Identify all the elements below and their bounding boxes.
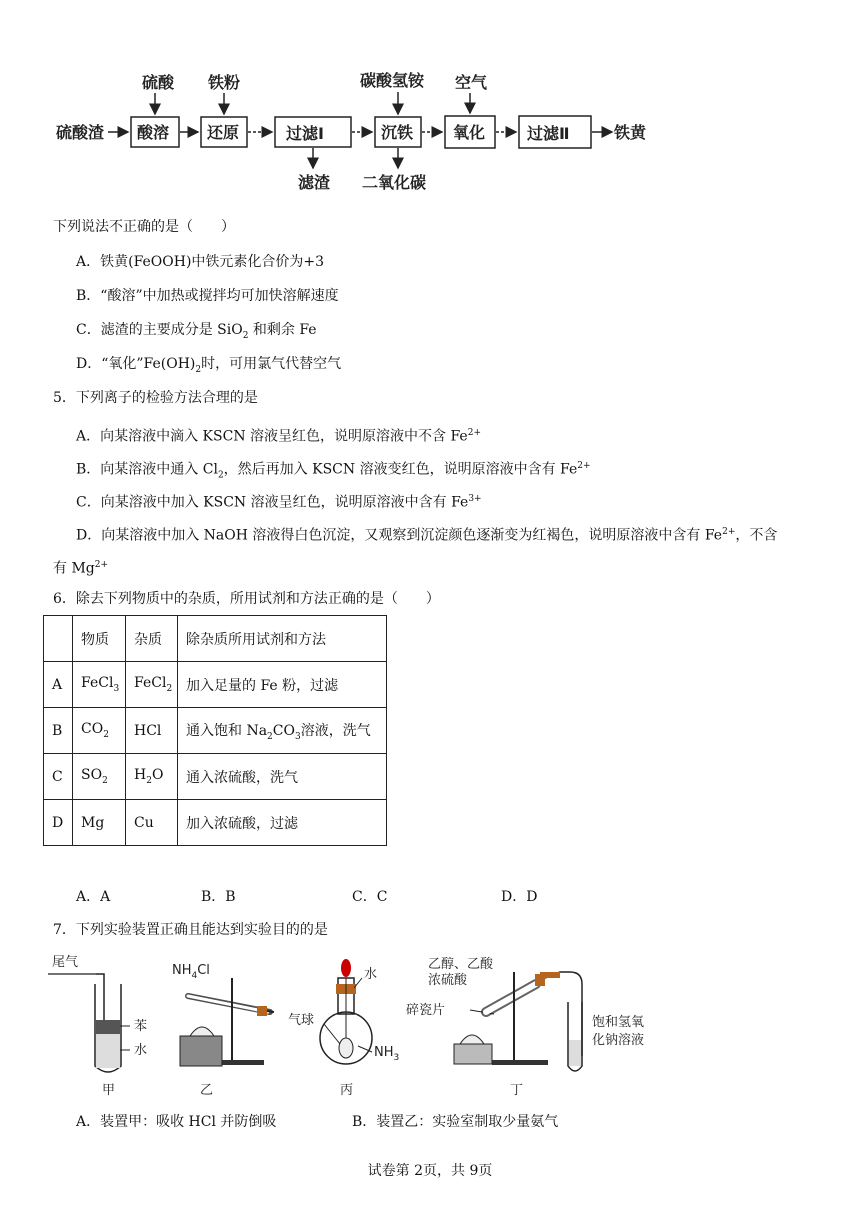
fig-caption: 乙 bbox=[200, 1083, 214, 1098]
fig-caption: 甲 bbox=[102, 1083, 116, 1098]
q7-option-b: B．装置乙：实验室制取少量氨气 bbox=[352, 1114, 559, 1130]
output-label: 滤渣 bbox=[298, 173, 331, 192]
q4-option-d: D．“氧化$”Fe(OH)_2$时，可用氯气代替空气 bbox=[76, 356, 342, 375]
fig-label: 饱和氢氧 bbox=[592, 1015, 645, 1030]
fig-label: 气球 bbox=[288, 1013, 315, 1028]
process-flowchart bbox=[0, 60, 700, 200]
fig-caption: 丁 bbox=[510, 1083, 524, 1098]
q6-choice-b: B．B bbox=[201, 889, 236, 905]
q4-option-b: B．“酸溶”中加热或搅拌均可加快溶解速度 bbox=[76, 288, 339, 304]
output-label: 二氧化碳 bbox=[362, 173, 427, 192]
box-label: 还原 bbox=[207, 123, 240, 142]
fig-label: NH bbox=[374, 1045, 394, 1060]
table-header-row: 物质 杂质 除杂质所用试剂和方法 bbox=[44, 616, 387, 662]
q4-option-c: C．滤渣的主要成分是 SiO$_2$ 和剩余 Fe bbox=[76, 322, 317, 341]
fig-label: 化钠溶液 bbox=[592, 1033, 645, 1048]
q6-choice-d: D．D bbox=[501, 889, 538, 905]
q5-option-a: A．向某溶液中滴入 KSCN 溶液呈红色，说明原溶液中不含 $Fe^{2+}$ bbox=[76, 428, 481, 445]
table-row: C $SO_2$ $H_2O$ 通入浓硫酸，洗气 bbox=[44, 754, 387, 800]
svg-text:NH4Cl: $NH_4Cl$ bbox=[172, 963, 210, 981]
q6-choice-c: C．C bbox=[352, 889, 388, 905]
page-footer: 试卷第 2页，共 9页 bbox=[367, 1163, 493, 1179]
fig-label: 水 bbox=[364, 967, 378, 982]
table-row: B $CO_2$ HCl 通入饱和 $Na_2CO_3$溶液，洗气 bbox=[44, 708, 387, 754]
fig-label: 碎瓷片 bbox=[406, 1003, 446, 1018]
fig-label: NH bbox=[172, 963, 192, 978]
q5-option-c: C．向某溶液中加入 KSCN 溶液呈红色，说明原溶液中含有 $Fe^{3+}$ bbox=[76, 494, 482, 511]
box-label: 过滤Ⅱ bbox=[527, 124, 570, 143]
input-label: 硫酸 bbox=[142, 73, 175, 92]
fig-label: 乙醇、乙酸 bbox=[428, 957, 494, 972]
fig-label: 水 bbox=[134, 1043, 148, 1058]
q5-option-b: B．向某溶液中通入 $Cl_2$，然后再加入 KSCN 溶液变红色，说明原溶液中含有 $Fe^{2+}$ bbox=[76, 461, 591, 481]
q6-table bbox=[43, 615, 387, 846]
box-label: 氧化 bbox=[453, 123, 486, 142]
box-label: 过滤Ⅰ bbox=[286, 124, 324, 143]
fig-label: 苯 bbox=[134, 1019, 148, 1034]
input-label: 空气 bbox=[455, 73, 488, 92]
q4-option-a: A．铁黄(FeOOH)中铁元素化合价为+3 bbox=[76, 254, 325, 270]
input-label: 碳酸氢铵 bbox=[360, 71, 425, 90]
flow-end: 铁黄 bbox=[614, 123, 647, 142]
box-label: 酸溶 bbox=[137, 123, 170, 142]
table-row: A FeCl$_3$ FeCl$_2$ 加入足量的 Fe 粉，过滤 bbox=[44, 662, 387, 708]
table-row: D Mg Cu 加入浓硫酸，过滤 bbox=[44, 800, 387, 846]
q5-stem: 5．下列离子的检验方法合理的是 bbox=[53, 390, 258, 406]
q7-stem: 7．下列实验装置正确且能达到实验目的的是 bbox=[53, 922, 328, 938]
q7-option-a: A．装置甲：吸收 HCl 并防倒吸 bbox=[76, 1114, 277, 1130]
fig-label: 浓硫酸 bbox=[428, 973, 468, 988]
flow-start: 硫酸渣 bbox=[56, 123, 105, 142]
input-label: 铁粉 bbox=[208, 73, 241, 92]
box-label: 沉铁 bbox=[381, 123, 414, 142]
q6-stem: 6．除去下列物质中的杂质，所用试剂和方法正确的是（ ） bbox=[53, 591, 440, 607]
fig-caption: 丙 bbox=[340, 1083, 354, 1098]
svg-text:NH3: $NH_3$ bbox=[374, 1045, 400, 1063]
q5-option-d: D．向某溶液中加入 NaOH 溶液得白色沉淀，又观察到沉淀颜色逐渐变为红褐色，说明原溶液中含有 $Fe^{2+}$，不含 bbox=[76, 527, 778, 544]
q6-choice-a: A．A bbox=[76, 889, 111, 905]
q4-stem: 下列说法不正确的是（ ） bbox=[53, 219, 235, 235]
q5-option-d-cont: 有 $Mg^{2+}$ bbox=[53, 560, 109, 577]
fig-label: 尾气 bbox=[52, 955, 79, 970]
apparatus-figure bbox=[40, 948, 680, 1098]
